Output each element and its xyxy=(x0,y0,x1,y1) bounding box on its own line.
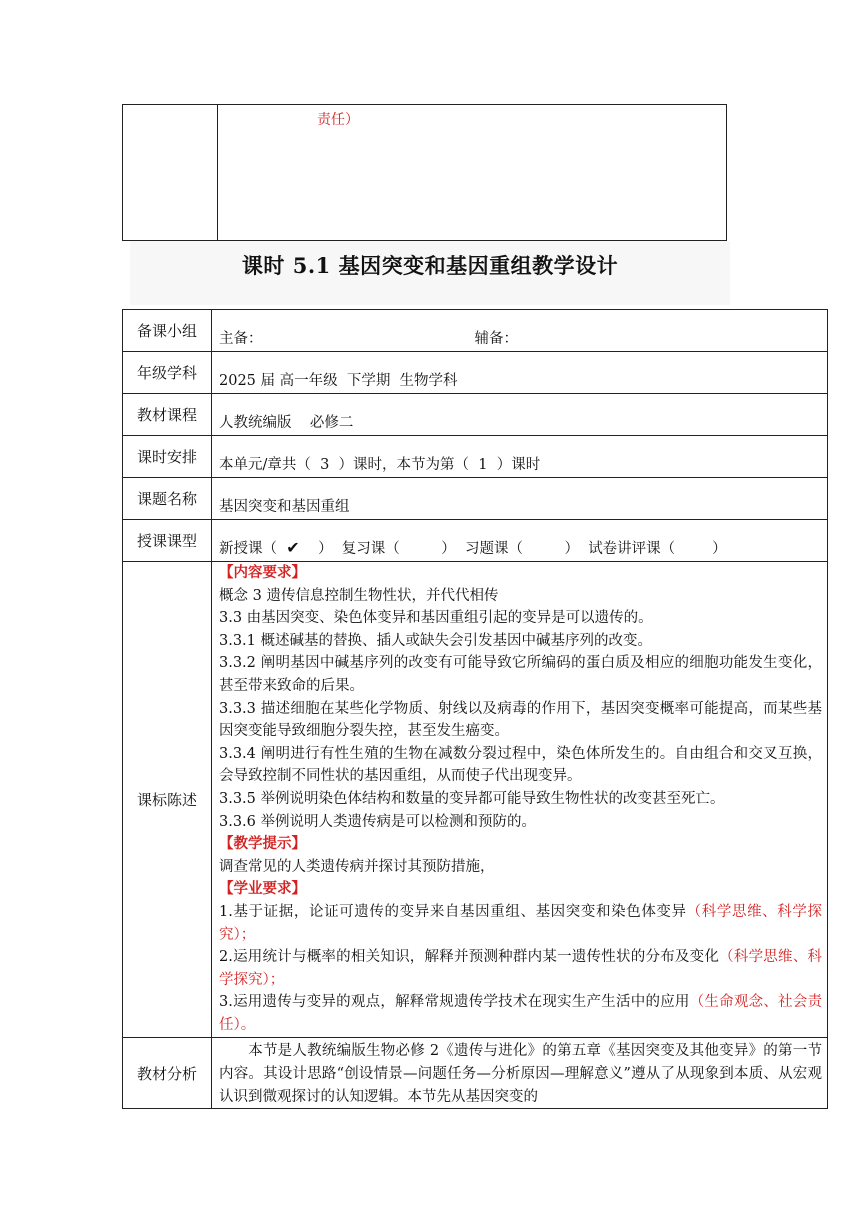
row-label: 课时安排 xyxy=(123,436,212,478)
check-icon: ✔ xyxy=(286,538,300,557)
row-value: 人教统编版 必修二 xyxy=(212,394,828,436)
content-line: 3.3.3 描述细胞在某些化学物质、射线以及病毒的作用下，基因突变概率可能提高，而某些基因突变能导致细胞分裂失控，甚至发生癌变。 xyxy=(219,700,822,740)
type-new: 新授课（ xyxy=(219,541,277,557)
requirement-competency: （科学思维、科学探究）； xyxy=(219,949,822,988)
row-value: 2025 届 高一年级 下学期 生物学科 xyxy=(212,352,828,394)
content-line: 3.3.4 阐明进行有性生殖的生物在减数分裂过程中，染色体所发生的。自由组合和交叉互换，会导致控制不同性状的基因重组，从而使子代出现变异。 xyxy=(219,745,822,785)
analysis-paragraph: 本节是人教统编版生物必修 2《遗传与进化》的第五章《基因突变及其他变异》的第一节内容。其设计思路“创设情景—问题任务—分析原因—理解意义”遵从了从现象到本质、从宏观认识到微观探讨的认知逻辑。本节先从基因突变的 xyxy=(219,1043,822,1105)
page-title: 课时 5.1 基因突变和基因重组教学设计 xyxy=(241,253,619,278)
table-row xyxy=(123,478,828,520)
content-line: 3.3.6 举例说明人类遗传病是可以检测和预防的。 xyxy=(219,813,537,830)
requirement-item xyxy=(219,901,822,946)
row-label: 授课课型 xyxy=(123,520,212,562)
table-row xyxy=(123,520,828,562)
content-line: 3.3.2 阐明基因中碱基序列的改变有可能导致它所编码的蛋白质及相应的细胞功能发生变化，甚至带来致命的后果。 xyxy=(219,655,822,694)
type-exam: 试卷讲评课（ xyxy=(588,541,676,557)
continued-red-text: 责任） xyxy=(317,112,359,128)
assist-teacher-label: 辅备： xyxy=(474,331,518,347)
continued-table xyxy=(122,104,727,241)
table-row xyxy=(123,562,828,1038)
type-exam-end: ） xyxy=(712,541,727,557)
row-label: 教材课程 xyxy=(123,394,212,436)
hint-text: 调查常见的人类遗传病并探讨其预防措施， xyxy=(219,858,495,875)
type-exercise: 习题课（ xyxy=(464,541,523,557)
analysis-text xyxy=(212,1038,828,1109)
standards-content xyxy=(212,562,828,1038)
requirement-competency: （生命观念、社会责任）。 xyxy=(219,994,823,1033)
row-label: 年级学科 xyxy=(123,352,212,394)
requirement-text: 2.运用统计与概率的相关知识，解释并预测种群内某一遗传性状的分布及变化 xyxy=(219,949,720,966)
requirement-item xyxy=(219,991,822,1036)
table-row xyxy=(123,394,828,436)
hint-heading: 【教学提示】 xyxy=(219,835,306,853)
content-line: 概念 3 遗传信息控制生物性状，并代代相传 xyxy=(219,587,499,604)
content-line: 3.3 由基因突变、染色体变异和基因重组引起的变异是可以遗传的。 xyxy=(219,610,653,627)
row-label: 备课小组 xyxy=(123,310,212,352)
type-new-end: ） xyxy=(318,541,333,557)
requirement-heading: 【学业要求】 xyxy=(219,880,306,898)
row-label: 课标陈述 xyxy=(123,562,212,1038)
main-teacher-label: 主备： xyxy=(219,331,263,347)
type-review-end: ） xyxy=(441,541,456,557)
content-heading: 【内容要求】 xyxy=(219,564,306,581)
continued-table-divider xyxy=(217,105,218,240)
requirement-text: 3.运用遗传与变异的观点，解释常规遗传学技术在现实生产生活中的应用 xyxy=(219,994,690,1011)
table-row xyxy=(123,436,828,478)
table-row xyxy=(123,352,828,394)
row-value: 基因突变和基因重组 xyxy=(212,478,828,520)
type-review: 复习课（ xyxy=(341,541,400,557)
row-value xyxy=(212,310,828,352)
requirement-item xyxy=(219,946,822,991)
content-line: 3.3.1 概述碱基的替换、插人或缺失会引发基因中碱基序列的改变。 xyxy=(219,632,653,649)
row-label: 教材分析 xyxy=(123,1038,212,1109)
lesson-plan-table xyxy=(122,309,828,1109)
table-row xyxy=(123,1038,828,1109)
table-row xyxy=(123,310,828,352)
content-line: 3.3.5 举例说明染色体结构和数量的变异都可能导致生物性状的改变甚至死亡。 xyxy=(219,790,725,807)
requirement-competency: （科学思维、科学探究）； xyxy=(219,903,822,943)
row-value xyxy=(212,520,828,562)
row-label: 课题名称 xyxy=(123,478,212,520)
type-exercise-end: ） xyxy=(564,541,579,557)
requirement-text: 1.基于证据，论证可遗传的变异来自基因重组、基因突变和染色体变异 xyxy=(219,903,687,920)
row-value: 本单元/章共（ 3 ）课时，本节为第（ 1 ）课时 xyxy=(212,436,828,478)
